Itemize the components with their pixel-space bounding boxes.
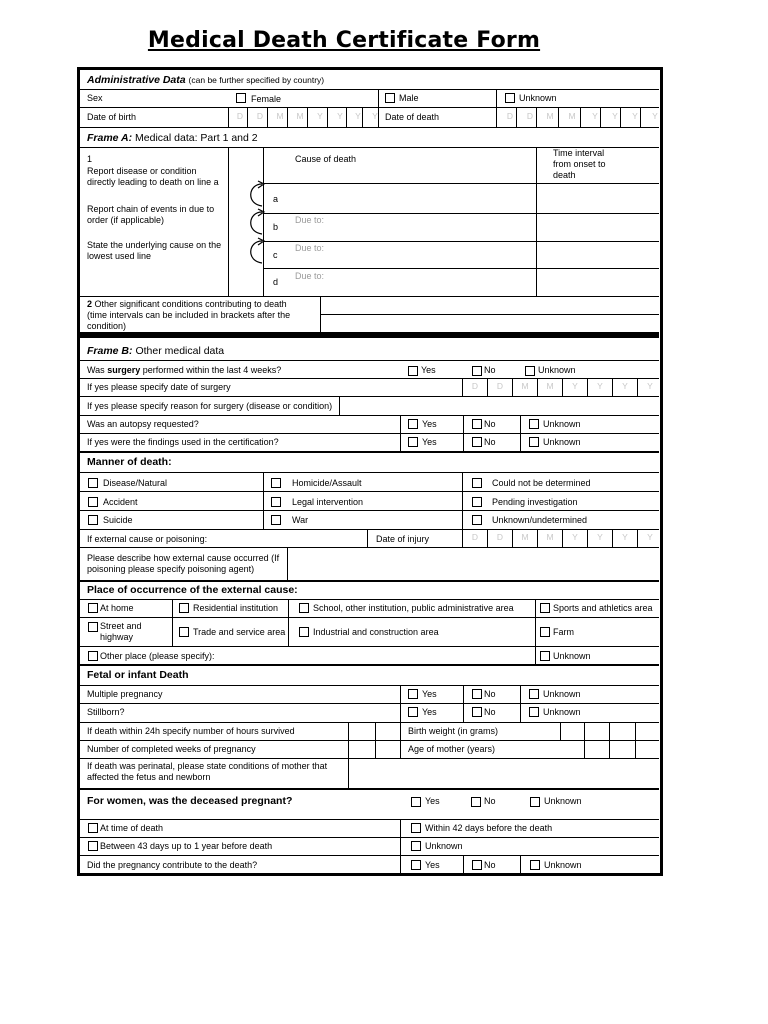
cell-divider xyxy=(536,147,537,296)
rule-line xyxy=(263,213,659,214)
rule-line xyxy=(320,314,659,315)
stillborn-no-checkbox[interactable] xyxy=(472,707,482,717)
street-label: Street and highway xyxy=(100,621,142,642)
cell-divider xyxy=(288,599,289,646)
rule-line xyxy=(80,819,659,820)
surgery-date-digit: Y xyxy=(647,381,653,391)
between-checkbox[interactable] xyxy=(88,841,98,851)
dob-digit: M xyxy=(296,111,304,121)
cell-divider xyxy=(463,855,464,874)
rule-line xyxy=(80,740,659,741)
injury-date-digit: M xyxy=(546,532,554,542)
within42-checkbox[interactable] xyxy=(411,823,421,833)
cell-divider xyxy=(320,296,321,334)
cell-divider xyxy=(620,107,621,127)
school-checkbox[interactable] xyxy=(299,603,309,613)
surgery-reason-label: If yes please specify reason for surgery (disease or condition) xyxy=(87,401,333,411)
cell-divider xyxy=(287,107,288,127)
weeks-pregnancy-label: Number of completed weeks of pregnancy xyxy=(87,744,256,754)
cell-divider xyxy=(339,396,340,415)
surgery-q-bold: surgery xyxy=(107,365,141,375)
admin-heading xyxy=(87,74,324,87)
male-checkbox[interactable] xyxy=(385,93,395,103)
rule-line xyxy=(80,722,659,723)
pregnant-unknown: Unknown xyxy=(544,796,582,806)
surgery-date-digit: D xyxy=(496,381,504,391)
surgery-date-digit: D xyxy=(471,381,479,391)
rule-line xyxy=(80,529,659,530)
rule-line xyxy=(80,396,659,397)
external-cause-label: If external cause or poisoning: xyxy=(87,534,208,544)
row-d-label: d xyxy=(273,277,279,287)
cell-divider xyxy=(267,107,268,127)
rule-line xyxy=(80,703,659,704)
cell-divider xyxy=(612,529,613,547)
surgery-date-digit: M xyxy=(546,381,554,391)
cell-divider xyxy=(496,107,497,127)
trade-label: Trade and service area xyxy=(193,627,286,637)
other-place-checkbox[interactable] xyxy=(88,651,98,661)
cell-divider xyxy=(516,107,517,127)
cell-divider xyxy=(307,107,308,127)
injury-date-digit: D xyxy=(496,532,504,542)
dob-digit: Y xyxy=(317,111,323,121)
dob-digit: Y xyxy=(337,111,343,121)
contribute-yes: Yes xyxy=(425,860,440,870)
cell-divider xyxy=(562,529,563,547)
stillborn-yes: Yes xyxy=(422,707,437,717)
autopsy-yes-checkbox[interactable] xyxy=(408,419,418,429)
stillborn-label: Stillborn? xyxy=(87,707,125,717)
contribute-unknown: Unknown xyxy=(544,860,582,870)
multiple-yes-checkbox[interactable] xyxy=(408,689,418,699)
cell-divider xyxy=(537,529,538,547)
female-label: Female xyxy=(251,94,282,104)
dod-digit: Y xyxy=(612,111,618,121)
stillborn-no: No xyxy=(484,707,496,717)
frame-a-title: Medical data: Part 1 and 2 xyxy=(135,132,258,144)
birth-weight-label: Birth weight (in grams) xyxy=(408,726,499,736)
female-checkbox[interactable] xyxy=(236,93,246,103)
surgery-unknown: Unknown xyxy=(538,365,576,375)
cell-divider xyxy=(512,378,513,396)
dod-digit: Y xyxy=(592,111,598,121)
instruction-2: Report chain of events in due to order (if applicable) xyxy=(87,204,215,225)
manner-heading: Manner of death: xyxy=(87,456,172,468)
farm-checkbox[interactable] xyxy=(540,627,550,637)
women-unknown-label: Unknown xyxy=(425,841,463,851)
cell-divider xyxy=(346,107,347,127)
autopsy-yes: Yes xyxy=(422,419,437,429)
rule-line xyxy=(80,788,659,790)
manner-checkbox[interactable] xyxy=(88,478,98,488)
rule-line xyxy=(80,451,659,453)
multiple-no-checkbox[interactable] xyxy=(472,689,482,699)
surgery-date-digit: Y xyxy=(572,381,578,391)
manner-checkbox[interactable] xyxy=(88,497,98,507)
stillborn-unknown: Unknown xyxy=(543,707,581,717)
rule-line xyxy=(80,491,659,492)
dod-digit: D xyxy=(506,111,514,121)
row-c-label: c xyxy=(273,250,278,260)
pregnant-unknown-checkbox[interactable] xyxy=(530,797,540,807)
frame-b-heading xyxy=(87,345,224,358)
due-to-c: Due to: xyxy=(295,243,325,253)
rule-line xyxy=(80,89,659,90)
autopsy-unknown-checkbox[interactable] xyxy=(529,419,539,429)
rule-line xyxy=(80,433,659,434)
multiple-unknown: Unknown xyxy=(543,689,581,699)
cell-divider xyxy=(535,599,536,664)
autopsy-no: No xyxy=(484,419,496,429)
age-mother-label: Age of mother (years) xyxy=(408,744,496,754)
contribute-label: Did the pregnancy contribute to the death? xyxy=(87,860,258,870)
between-label: Between 43 days up to 1 year before death xyxy=(100,841,273,851)
findings-no-checkbox[interactable] xyxy=(472,437,482,447)
cell-divider xyxy=(247,107,248,127)
at-time-label: At time of death xyxy=(100,823,164,833)
manner-checkbox[interactable] xyxy=(472,497,482,507)
cell-divider xyxy=(362,107,363,127)
manner-option: Homicide/Assault xyxy=(292,478,362,488)
part2-number: 2 xyxy=(87,299,93,309)
cell-divider xyxy=(558,107,559,127)
cause-of-death-header: Cause of death xyxy=(295,154,357,164)
other-place-label: Other place (please specify): xyxy=(100,651,215,661)
findings-yes: Yes xyxy=(422,437,437,447)
manner-checkbox[interactable] xyxy=(271,497,281,507)
manner-checkbox[interactable] xyxy=(271,478,281,488)
women-heading: For women, was the deceased pregnant? xyxy=(87,795,293,807)
multiple-pregnancy-label: Multiple pregnancy xyxy=(87,689,163,699)
cell-divider xyxy=(612,378,613,396)
rule-line xyxy=(80,296,659,297)
home-checkbox[interactable] xyxy=(88,603,98,613)
due-to-d: Due to: xyxy=(295,271,325,281)
instruction-1: Report disease or condition directly leading to death on line a xyxy=(87,166,219,187)
pregnant-yes-checkbox[interactable] xyxy=(411,797,421,807)
unknown-sex-label: Unknown xyxy=(519,93,557,103)
cell-divider xyxy=(487,529,488,547)
frame-a-heading xyxy=(87,132,258,145)
page-title: Medical Death Certificate Form xyxy=(147,28,541,53)
cell-divider xyxy=(562,378,563,396)
dob-digit: D xyxy=(236,111,244,121)
injury-date-digit: Y xyxy=(622,532,628,542)
due-to-b: Due to: xyxy=(295,215,325,225)
part1-number: 1 xyxy=(87,154,93,164)
frame-b-prefix: Frame B: xyxy=(87,345,133,357)
pregnant-no-checkbox[interactable] xyxy=(471,797,481,807)
dod-digit: D xyxy=(526,111,534,121)
dob-digit: M xyxy=(276,111,284,121)
cell-divider xyxy=(228,107,229,127)
row-a-label: a xyxy=(273,194,279,204)
perinatal-label: If death was perinatal, please state conditions of mother that affected the fetus and newborn xyxy=(87,761,328,782)
stillborn-unknown-checkbox[interactable] xyxy=(529,707,539,717)
frame-b-title: Other medical data xyxy=(135,345,225,357)
contribute-no: No xyxy=(484,860,496,870)
industrial-checkbox[interactable] xyxy=(299,627,309,637)
rule-line xyxy=(80,599,659,600)
sports-label: Sports and athletics area xyxy=(553,603,653,613)
place-heading: Place of occurrence of the external cause: xyxy=(87,584,298,596)
rule-line xyxy=(80,510,659,511)
rule-line xyxy=(80,378,659,379)
surgery-date-digit: M xyxy=(521,381,529,391)
multiple-no: No xyxy=(484,689,496,699)
cell-divider xyxy=(640,107,641,127)
rule-line xyxy=(80,855,659,856)
findings-label: If yes were the findings used in the certification? xyxy=(87,437,279,447)
rule-line xyxy=(80,758,659,759)
dod-digit: M xyxy=(546,111,554,121)
cell-divider xyxy=(587,529,588,547)
pregnant-yes: Yes xyxy=(425,796,440,806)
part2-desc: Other significant conditions contributing to death (time intervals can be included in brackets after the condition) xyxy=(87,299,291,331)
manner-option: War xyxy=(292,515,309,525)
cell-divider xyxy=(172,599,173,646)
manner-checkbox[interactable] xyxy=(271,515,281,525)
rule-line xyxy=(80,107,659,108)
contribute-unknown-checkbox[interactable] xyxy=(530,860,540,870)
injury-date-digit: M xyxy=(521,532,529,542)
cell-divider xyxy=(287,547,288,580)
rule-line xyxy=(80,617,659,618)
findings-no: No xyxy=(484,437,496,447)
manner-checkbox[interactable] xyxy=(472,515,482,525)
admin-note: (can be further specified by country) xyxy=(188,75,325,85)
manner-option: Accident xyxy=(103,497,138,507)
findings-yes-checkbox[interactable] xyxy=(408,437,418,447)
dob-digit: Y xyxy=(355,111,361,121)
manner-option: Legal intervention xyxy=(292,497,364,507)
death-certificate-form xyxy=(77,67,663,876)
sex-label: Sex xyxy=(87,93,103,103)
rule-line xyxy=(80,664,659,666)
rule-line xyxy=(80,332,659,338)
dod-digit: Y xyxy=(632,111,638,121)
injury-date-digit: D xyxy=(471,532,479,542)
cell-divider xyxy=(600,107,601,127)
cell-divider xyxy=(228,147,229,296)
women-unknown-checkbox[interactable] xyxy=(411,841,421,851)
dob-digit: D xyxy=(256,111,264,121)
cell-divider xyxy=(637,378,638,396)
cell-divider xyxy=(536,107,537,127)
part2-text xyxy=(87,299,302,332)
surgery-unknown-checkbox[interactable] xyxy=(525,366,535,376)
within42-label: Within 42 days before the death xyxy=(425,823,553,833)
cell-divider xyxy=(378,89,379,107)
stillborn-yes-checkbox[interactable] xyxy=(408,707,418,717)
unknown-sex-checkbox[interactable] xyxy=(505,93,515,103)
cell-divider xyxy=(462,378,463,396)
chain-arrow-icon xyxy=(244,237,268,267)
place-unknown-checkbox[interactable] xyxy=(540,651,550,661)
rule-line xyxy=(263,241,659,242)
school-label: School, other institution, public administrative area xyxy=(313,603,514,613)
surgery-yes-checkbox[interactable] xyxy=(408,366,418,376)
manner-option: Unknown/undetermined xyxy=(492,515,588,525)
admin-heading-text: Administrative Data xyxy=(87,74,186,86)
cell-divider xyxy=(496,89,497,107)
manner-checkbox[interactable] xyxy=(88,515,98,525)
male-label: Male xyxy=(399,93,419,103)
multiple-unknown-checkbox[interactable] xyxy=(529,689,539,699)
cell-divider xyxy=(348,722,349,788)
rule-line xyxy=(80,646,659,647)
fetal-heading: Fetal or infant Death xyxy=(87,669,189,681)
rule-line xyxy=(263,268,659,269)
cell-divider xyxy=(637,529,638,547)
contribute-no-checkbox[interactable] xyxy=(472,860,482,870)
surgery-q-post: performed within the last 4 weeks? xyxy=(142,365,282,375)
surgery-date-digit: Y xyxy=(597,381,603,391)
cell-divider xyxy=(327,107,328,127)
cell-divider xyxy=(537,378,538,396)
rule-line xyxy=(80,127,659,128)
cell-divider xyxy=(400,819,401,874)
time-interval-header: Time interval from onset to death xyxy=(553,148,606,180)
trade-checkbox[interactable] xyxy=(179,627,189,637)
cell-divider xyxy=(587,378,588,396)
rule-line xyxy=(80,472,659,473)
autopsy-unknown: Unknown xyxy=(543,419,581,429)
industrial-label: Industrial and construction area xyxy=(313,627,439,637)
rule-line xyxy=(80,685,659,686)
row-b-label: b xyxy=(273,222,279,232)
autopsy-label: Was an autopsy requested? xyxy=(87,419,199,429)
farm-label: Farm xyxy=(553,627,574,637)
dob-label: Date of birth xyxy=(87,112,137,122)
cell-divider xyxy=(520,855,521,874)
residential-label: Residential institution xyxy=(193,603,279,613)
findings-unknown-checkbox[interactable] xyxy=(529,437,539,447)
rule-line xyxy=(80,837,659,838)
cell-divider xyxy=(367,529,368,547)
injury-date-digit: Y xyxy=(647,532,653,542)
rule-line xyxy=(80,547,659,548)
dod-label: Date of death xyxy=(385,112,440,122)
autopsy-no-checkbox[interactable] xyxy=(472,419,482,429)
cell-divider xyxy=(580,107,581,127)
injury-date-label: Date of injury xyxy=(376,534,430,544)
cell-divider xyxy=(462,529,463,547)
manner-option: Could not be determined xyxy=(492,478,591,488)
findings-unknown: Unknown xyxy=(543,437,581,447)
street-checkbox[interactable] xyxy=(88,622,98,632)
manner-option: Suicide xyxy=(103,515,133,525)
cell-divider xyxy=(560,722,561,740)
place-unknown-label: Unknown xyxy=(553,651,591,661)
surgery-yes: Yes xyxy=(421,365,436,375)
chain-arrow-icon xyxy=(244,180,268,210)
rule-line xyxy=(80,415,659,416)
surgery-no-checkbox[interactable] xyxy=(472,366,482,376)
injury-date-digit: Y xyxy=(572,532,578,542)
surgery-date-digit: Y xyxy=(622,381,628,391)
cell-divider xyxy=(378,107,379,127)
cell-divider xyxy=(512,529,513,547)
injury-date-digit: Y xyxy=(597,532,603,542)
manner-checkbox[interactable] xyxy=(472,478,482,488)
frame-a-prefix: Frame A: xyxy=(87,132,133,144)
pregnant-no: No xyxy=(484,796,496,806)
surgery-question xyxy=(87,365,281,376)
rule-line xyxy=(80,360,659,361)
multiple-yes: Yes xyxy=(422,689,437,699)
rule-line xyxy=(263,183,659,184)
home-label: At home xyxy=(100,603,134,613)
hours-survived-label: If death within 24h specify number of hours survived xyxy=(87,726,295,736)
contribute-yes-checkbox[interactable] xyxy=(411,860,421,870)
surgery-date-label: If yes please specify date of surgery xyxy=(87,382,231,392)
manner-option: Disease/Natural xyxy=(103,478,168,488)
dob-digit: Y xyxy=(372,111,378,121)
cell-divider xyxy=(263,472,264,529)
cell-divider xyxy=(487,378,488,396)
dod-digit: M xyxy=(568,111,576,121)
instruction-3: State the underlying cause on the lowest used line xyxy=(87,240,222,261)
sports-checkbox[interactable] xyxy=(540,603,550,613)
rule-line xyxy=(80,580,659,582)
dod-digit: Y xyxy=(652,111,658,121)
chain-arrow-icon xyxy=(244,208,268,238)
manner-option: Pending investigation xyxy=(492,497,578,507)
residential-checkbox[interactable] xyxy=(179,603,189,613)
at-time-checkbox[interactable] xyxy=(88,823,98,833)
describe-label: Please describe how external cause occurred (If poisoning please specify poisoning agent) xyxy=(87,553,280,574)
cell-divider xyxy=(462,472,463,529)
surgery-q-pre: Was xyxy=(87,365,105,375)
surgery-no: No xyxy=(484,365,496,375)
